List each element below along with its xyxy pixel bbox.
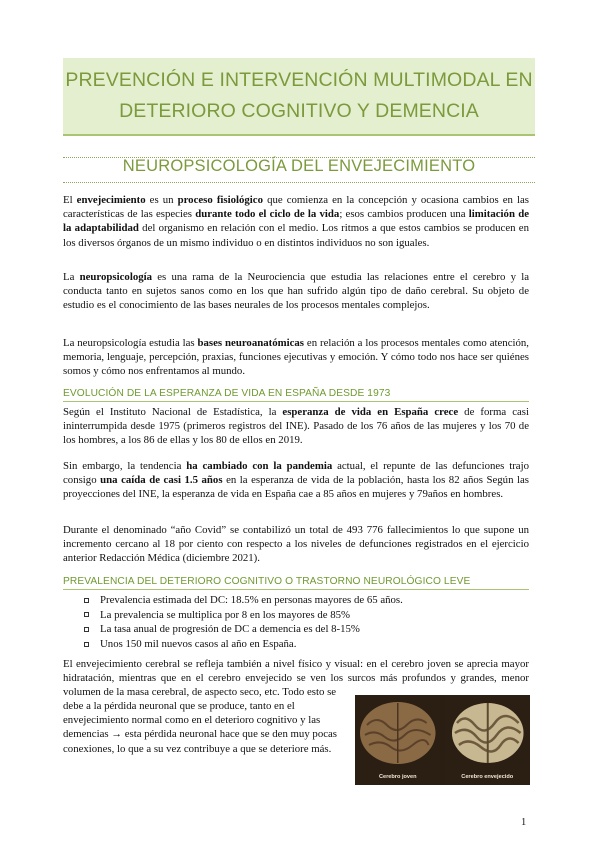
square-bullet-icon — [84, 598, 89, 603]
paragraph-envejecimiento — [63, 193, 529, 250]
text-run: del organismo en relación con el medio. Los ritmos a que estos cambios se producen en los diversos órganos de un mismo individuo o en distintos individuos no son iguales. — [63, 222, 530, 249]
text-run: actual, el repunte de las defunciones trajo consigo — [63, 460, 529, 487]
subheading-rule — [63, 589, 529, 590]
bold-text-run: una caída de casi 1.5 años — [100, 474, 223, 487]
text-run: La neuropsicología estudia las — [63, 337, 198, 349]
bold-text-run: esperanza de vida en España crece — [282, 406, 459, 418]
young-brain-image — [355, 695, 441, 785]
text-run: Según el Instituto Nacional de Estadística, la — [63, 406, 283, 418]
text-run: es un — [145, 194, 178, 206]
young-brain-caption: Cerebro joven — [378, 774, 417, 780]
paragraph-envejecimiento-cerebral: El envejecimiento cerebral se refleja también a nivel físico y visual: en el cerebro joven se aprecia mayor hidratación, mientras que en el cerebro envejecido se ven los surcos más profundos y grandes, menor volumen de la masa cerebral, de aspecto seco, etc. Todo esto se — [63, 658, 529, 699]
bold-text-run: envejecimiento — [76, 194, 146, 206]
page-number: 1 — [521, 817, 527, 828]
list-item: La prevalencia se multiplica por 8 en los mayores de 85% — [84, 608, 524, 623]
paragraph-perdida-neuronal: debe a la pérdida neuronal que se produce, tanto en el envejecimiento normal como en el deterioro cognitivo y las demencias → esta pérdida neuronal hace que se den muy pocas conexiones, lo que a su vez contribuye a que se deteriore más. — [63, 700, 338, 755]
bold-text-run: limitación de la adaptabilidad — [63, 208, 529, 235]
title-banner — [63, 58, 535, 136]
heading-bottom-rule — [63, 182, 535, 183]
square-bullet-icon — [84, 612, 89, 617]
aged-brain-image — [445, 695, 531, 785]
bold-text-run: bases neuroanatómicas — [197, 337, 305, 349]
section-heading-neuropsicologia: NEUROPSICOLOGÍA DEL ENVEJECIMIENTO — [122, 157, 476, 175]
section-heading-prevalencia: PREVALENCIA DEL DETERIORO COGNITIVO O TRASTORNO NEUROLÓGICO LEVE — [63, 576, 471, 587]
subheading-rule — [63, 401, 529, 402]
list-item: La tasa anual de progresión de DC a demencia es del 8-15% — [84, 622, 524, 637]
text-run: en la esperanza de vida de la población, hasta los 82 años Según las proyecciones del INE, la esperanza de vida en España cae a 85 años en mujeres y 79años en hombres. — [63, 474, 529, 501]
prevalence-list — [84, 593, 524, 651]
paragraph-ano-covid — [63, 523, 529, 566]
title-line-1: PREVENCIÓN E INTERVENCIÓN MULTIMODAL EN — [65, 69, 533, 91]
paragraph-ine — [63, 405, 529, 448]
text-run: ; esos cambios producen una — [339, 208, 469, 221]
text-run: Sin embargo, la tendencia — [63, 460, 187, 472]
bold-text-run: proceso fisiológico — [177, 194, 264, 206]
list-item: Prevalencia estimada del DC: 18.5% en personas mayores de 65 años. — [84, 593, 524, 608]
paragraph-neuropsicologia — [63, 270, 529, 313]
bold-text-run: durante todo el ciclo de la vida — [195, 208, 340, 221]
square-bullet-icon — [84, 642, 89, 647]
text-run: Durante el denominado “año Covid” se contabilizó un total de 493 776 fallecimientos lo que supone un incremento cercano al 18 por ciento con respecto a los niveles de defunciones registrados en el ejercicio anterior Redacción Médica (diciembre 2021). — [63, 524, 529, 565]
brain-comparison-image — [355, 695, 530, 785]
title-line-2: DETERIORO COGNITIVO Y DEMENCIA — [119, 100, 479, 122]
square-bullet-icon — [84, 627, 89, 632]
text-run: en relación a los procesos mentales como atención, memoria, lenguaje, percepción, praxias, funciones ejecutivas y emoción. Y cómo todo nos hace ser quiénes somos y cómo nos enfrentamos al mundo. — [63, 337, 529, 378]
text-run: que comienza en la concepción y ocasiona cambios en las características de las especies — [63, 194, 530, 221]
paragraph-pandemia — [63, 459, 529, 502]
bold-text-run: neuropsicología — [79, 271, 153, 283]
section-heading-esperanza-vida: EVOLUCIÓN DE LA ESPERANZA DE VIDA EN ESPAÑA DESDE 1973 — [63, 388, 391, 399]
text-run: La — [63, 271, 80, 283]
list-item: Unos 150 mil nuevos casos al año en España. — [84, 637, 524, 652]
aged-brain-caption: Cerebro envejecido — [461, 774, 514, 780]
paragraph-bases-neuroanatomicas — [63, 336, 529, 379]
bold-text-run: ha cambiado con la pandemia — [186, 460, 333, 472]
text-run: El — [63, 194, 77, 206]
text-run: es una rama de la Neurociencia que estudia las relaciones entre el cerebro y la conducta tanto en sujetos sanos como en los que han sufrido algún tipo de daño cerebral. Su objeto de estudio es el conocimiento de las bases neurales de los procesos mentales complejos. — [63, 271, 529, 312]
text-run: de forma casi ininterrumpida desde 1975 (primeros registros del INE). Pasado de los 76 años de las mujeres y los 70 de los hombres, a los 86 de ellas y los 80 de ellos en 2019. — [63, 406, 529, 447]
